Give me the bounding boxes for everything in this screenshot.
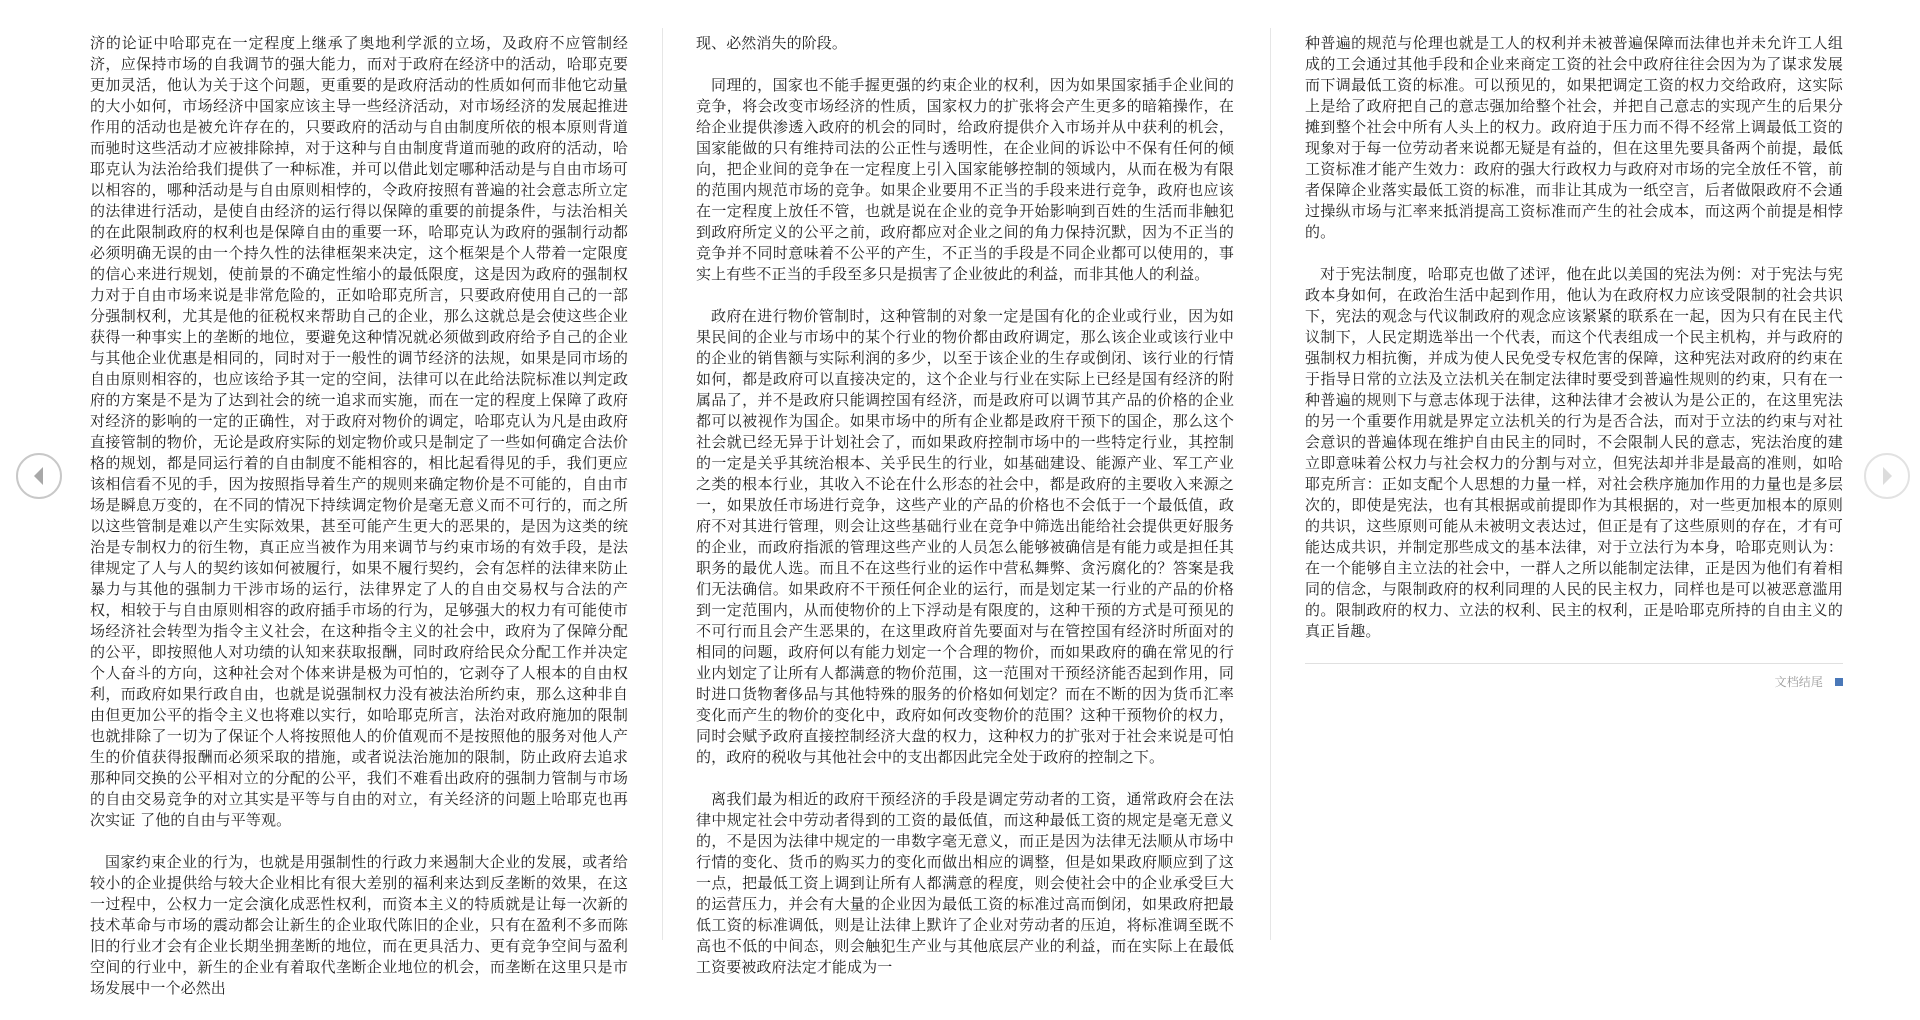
column-divider: [1270, 28, 1271, 940]
paragraph: 离我们最为相近的政府干预经济的手段是调定劳动者的工资，通常政府会在法律中规定社会中劳动者得到的工资的最低值，而这种最低工资的规定是毫无意义的，不是因为法律中规定的一串数字毫无意义，而正是因为法律无法顺从市场中行情的变化、货币的购买力的变化而做出相应的调整，但是如果政府顺应到了这一点，把最低工资上调到让所有人都满意的程度，则会使社会中的企业承受巨大的运营压力，并会有大量的企业因为最低工资的标准过高而倒闭，如果政府把最低工资的标准调低，则是让法律上默许了企业对劳动者的压迫，将标准调至既不高也不低的中间态，则会触犯生产业与其他底层产业的利益，而在实际上在最低工资要被政府法定才能成为一: [696, 790, 1234, 976]
end-square-icon: [1835, 678, 1843, 686]
paragraph: 现、必然消失的阶段。: [696, 34, 848, 52]
paragraph: 对于宪法制度，哈耶克也做了述评，他在此以美国的宪法为例：对于宪法与宪政本身如何，在政治生活中起到作用，他认为在政府权力应该受限制的社会共识下，宪法的观念与代议制政府的观念应该紧紧的联系在一起，因为只有在民主代议制下，人民定期选举出一个代表，而这个代表组成一个民主机构，并与政府的强制权力相抗衡，并成为使人民免受专权危害的保障，这种宪法对政府的约束在于指导日常的立法及立法机关在制定法律时要受到普遍性规则的约束，只有在一种普遍的规则下与意志体现于法律，这种法律才会被认为是公正的，在这里宪法的另一个重要作用就是界定立法机关的行为是否合法，而对于立法的约束与对社会意识的普遍体现在维护自由民主的同时，不会限制人民的意志，宪法治度的建立即意味着公权力与社会权力的分割与对立，但宪法却并非是最高的准则，如哈耶克所言：正如支配个人思想的力量一样，对社会秩序施加作用的力量也是多层次的，即使是宪法，也有其根据或前提即作为其根据的，对一些更加根本的原则的共识，这些原则可能从未被明文表达过，但正是有了这些原则的存在，才有可能达成共识，并制定那些成文的基本法律，对于立法行为本身，哈耶克则认为：在一个能够自主立法的社会中，一群人之所以能制定法律，正是因为他们有着相同的信念，与限制政府的权利同理的人民的民主权力，同样也是可以被恶意滥用的。限制政府的权力、立法的权利、民主的权利，正是哈耶克所持的自由主义的真正旨趣。: [1305, 265, 1843, 640]
paragraph: 政府在进行物价管制时，这种管制的对象一定是国有化的企业或行业，因为如果民间的企业与市场中的某个行业的物价都由政府调定，那么该企业或该行业中的企业的销售额与实际利润的多少，以至于该企业的生存或倒闭、该行业的行情如何，都是政府可以直接决定的，这个企业与行业在实际上已经是国有经济的附属品了，并不是政府只能调控国有经济，而是政府可以调节其产品的价格的企业都可以被视作为国企。如果市场中的所有企业都是政府干预下的国企，那么这个社会就已经无异于计划社会了，而如果政府控制市场中的一些特定行业，其控制的一定是关乎其统治根本、关乎民生的行业，如基础建设、能源产业、军工产业之类的根本行业，其收入不论在什么形态的社会中，都是政府的主要收入来源之一，如果放任市场进行竞争，这些产业的产品的价格也不会低于一个最低值，政府不对其进行管理，则会让这些基础行业在竞争中筛选出能给社会提供更好服务的企业，而政府指派的管理这些产业的人员怎么能够被确信是有能力或是担任其职务的最优人选。而且不在这些行业的运作中营私舞弊、贪污腐化的？答案是我们无法确信。如果政府不干预任何企业的运行，而是划定某一行业的产品的价格到一定范围内，从而使物价的上下浮动是有限度的，这种干预的方式是可预见的不可行而且会产生恶果的，在这里政府首先要面对与在管控国有经济时所面对的相同的问题，政府何以有能力划定一个合理的物价，而如果政府的确在常见的行业内划定了让所有人都满意的物价范围，这一范围对干预经济能否起到作用，同时进口货物奢侈品与其他特殊的服务的价格如何划定？而在不断的因为货币汇率变化而产生的物价的变化中，政府如何改变物价的范围？这种干预物价的权力，同时会赋予政府直接控制经济大盘的权力，这种权力的扩张对于社会来说是可怕的，政府的税收与其他社会中的支出都因此完全处于政府的控制之下。: [696, 307, 1234, 766]
next-page-button[interactable]: [1864, 453, 1910, 499]
paragraph: 国家约束企业的行为，也就是用强制性的行政力来遏制大企业的发展，或者给较小的企业提供给与较大企业相比有很大差别的福利来达到反垄断的效果，在这一过程中，公权力一定会演化成恶性权利，而资本主义的特质就是让每一次新的技术革命与市场的震动都会让新生的企业取代陈旧的企业，只有在盈利不多而陈旧的行业才会有企业长期坐拥垄断的地位，而在更具活力、更有竞争空间与盈利空间的行业中，新生的企业有着取代垄断企业地位的机会，而垄断在这里只是市场发展中一个必然出: [90, 853, 628, 997]
previous-page-button[interactable]: [16, 453, 62, 499]
page-column-3: [1305, 33, 1843, 690]
page-column-1: [90, 33, 628, 1020]
page-column-2: [696, 33, 1234, 999]
paragraph: 同理的，国家也不能手握更强的约束企业的权利，因为如果国家插手企业间的竞争，将会改变市场经济的性质，国家权力的扩张将会产生更多的暗箱操作，在给企业提供渗透入政府的机会的同时，给政府提供介入市场并从中获利的机会，国家能做的只有维持司法的公正性与透明性，在企业间的诉讼中不保有任何的倾向，把企业间的竞争在一定程度上引入国家能够控制的领域内，从而在极为有限的范围内规范市场的竞争。如果企业要用不正当的手段来进行竞争，政府也应该在一定程度上放任不管，也就是说在企业的竞争开始影响到百姓的生活而非触犯到政府所定义的公平之前，政府都应对企业之间的角力保持沉默，因为不正当的竞争并不同时意味着不公平的产生，不正当的手段是不同企业都可以使用的，事实上有些不正当的手段至多只是损害了企业彼此的利益，而非其他人的利益。: [696, 76, 1234, 283]
paragraph: 济的论证中哈耶克在一定程度上继承了奥地利学派的立场，及政府不应管制经济，应保持市场的自我调节的强大能力，而对于政府在经济中的活动，哈耶克要更加灵活，他认为关于这个问题，更重要的是政府活动的性质如何而非他它动量的大小如何，市场经济中国家应该主导一些经济活动，对市场经济的发展起推进作用的活动也是被允许存在的，只要政府的活动与自由制度所依的根本原则背道而驰时这些活动才应被排除掉，对于这种与自由制度背道而驰的政府的活动，哈耶克认为法治给我们提供了一种标准，并可以借此划定哪种活动是与自由市场可以相容的，哪种活动是与自由原则相悖的，令政府按照有普遍的社会意志所立定的法律进行活动，是使自由经济的运行得以保障的重要的前提条件，与法治相关的在此限制政府的权利也是保障自由的重要一环，哈耶克认为政府的强制行动都必须明确无误的由一个持久性的法律框架来决定，这个框架是个人带着一定限度的信心来进行规划，使前景的不确定性缩小的最低限度，这是因为政府的强制权力对于自由市场来说是非常危险的，正如哈耶克所言，只要政府使用自己的一部分强制权利，尤其是他的征税权来帮助自己的企业，那么这就总是会使这些企业获得一种事实上的垄断的地位，要避免这种情况就必须做到政府给予自己的企业与其他企业优惠是相同的，同时对于一般性的调节经济的法规，如果是同市场的自由原则相容的，也应该给予其一定的空间，法律可以在此给法院标准以判定政府的方案是不是为了达到社会的统一追求而实施，而在一定的程度上保障了政府对经济的影响的一定的正确性，对于政府对物价的调定，哈耶克认为凡是由政府直接管制的物价，无论是政府实际的划定物价或只是制定了一些如何确定合法价格的规划，都是同运行着的自由制度不能相容的，相比起看得见的手，我们更应该相信看不见的手，因为按照指导着生产的规则来确定物价是不可能的，自由市场是瞬息万变的，在不同的情况下持续调定物价是毫无意义而不可行的，而之所以这些管制是难以产生实际效果，甚至可能产生更大的恶果的，是因为这类的统治是专制权力的衍生物，真正应当被作为用来调节与约束市场的有效手段，是法律规定了人与人的契约该如何被履行，如果不履行契约，会有怎样的法律来防止暴力与其他的强制力干涉市场的运行，法律界定了人的自由交易权与合法的产权，相较于与自由原则相容的政府插手市场的行为，足够强大的权力有可能使市场经济社会转型为指令主义社会，在这种指令主义的社会中，政府为了保障分配的公平，即按照他人对功绩的认知来获取报酬，同时政府给民众分配工作并决定个人奋斗的方向，这种社会对个体来讲是极为可怕的，它剥夺了人根本的自由权利，而政府如果行政自由，也就是说强制权力没有被法治所约束，那么这种非自由但更加公平的指令主义也将难以实行，如哈耶克所言，法治对政府施加的限制也就排除了一切为了保证个人将按照他人的价值观而不是按照他的服务对他人产生的价值获得报酬而必须采取的措施，或者说法治施加的限制，防止政府去追求那种同交换的公平相对立的分配的公平，我们不难看出政府的强制力管制与市场的自由交易竞争的对立其实是平等与自由的对立，有关经济的问题上哈耶克也再次实证 了他的自由与平等观。: [90, 34, 628, 829]
end-divider: [1305, 663, 1843, 664]
document-end-label: 文档结尾: [1774, 675, 1823, 689]
chevron-right-icon: [1878, 465, 1896, 487]
column-divider: [662, 28, 663, 940]
chevron-left-icon: [30, 465, 48, 487]
document-end-marker: [1305, 674, 1843, 690]
paragraph: 种普遍的规范与伦理也就是工人的权利并未被普遍保障而法律也并未允许工人组成的工会通过其他手段和企业来商定工资的社会中政府往往会因为为了谋求发展而下调最低工资的标准。可以预见的，如果把调定工资的权力交给政府，这实际上是给了政府把自己的意志强加给整个社会，并把自己意志的实现产生的后果分摊到整个社会中所有人头上的权力。政府迫于压力而不得不经常上调最低工资的现象对于每一位劳动者来说都无疑是有益的，但在这里先要具备两个前提，最低工资标准才能产生效力：政府的强大行政权力与政府对市场的完全放任不管，前者保障企业落实最低工资的标准，而非让其成为一纸空言，后者做限政府不会通过操纵市场与汇率来抵消提高工资标准而产生的社会成本，而这两个前提是相悖的。: [1305, 34, 1843, 241]
